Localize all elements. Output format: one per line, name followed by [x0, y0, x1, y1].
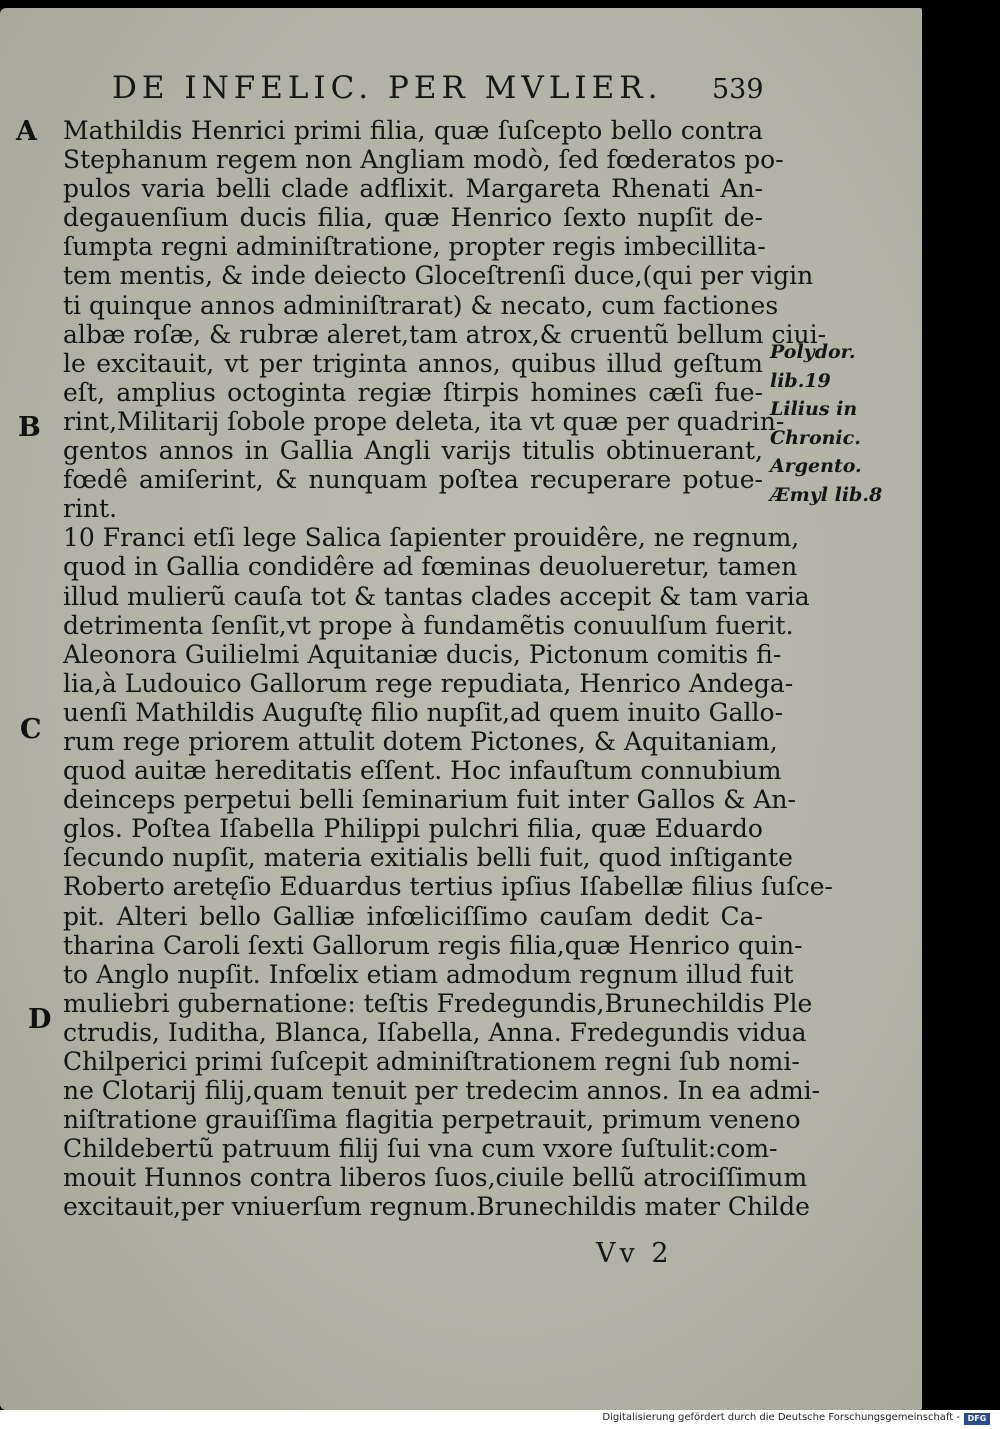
text-line: niſtratione grauiſſima flagitia perpetrauit, primum veneno — [63, 1105, 801, 1135]
text-line: rint. — [63, 494, 118, 524]
marginal-note: Polydor. — [770, 341, 856, 363]
text-line: to Anglo nupſit. Infœlix etiam admodum regnum illud fuit — [63, 959, 794, 989]
marginal-notes — [770, 338, 883, 509]
section-marker-b: B — [18, 412, 41, 443]
text-line: Childebertũ patruum filij ſui vna cum vxore ſuſtulit:com- — [63, 1134, 778, 1164]
text-line: tharina Caroli ſexti Gallorum regis filia,quæ Henrico quin- — [63, 930, 803, 960]
footer-bar — [0, 1410, 1000, 1429]
text-line: muliebri gubernatione: teſtis Fredegundis,Brunechildis Ple — [63, 988, 813, 1018]
text-line: rum rege priorem attulit dotem Pictones, & Aquitaniam, — [63, 726, 778, 756]
text-line: Chilperici primi ſuſcepit adminiſtrationem regni ſub nomi- — [63, 1047, 800, 1076]
text-line: albæ roſæ, & rubræ aleret,tam atrox,& cruentũ bellum ciui- — [63, 319, 827, 349]
text-line: gentos annos in Gallia Angli varijs titulis obtinuerant, — [63, 436, 763, 466]
marginal-note: Chronic. — [770, 426, 861, 449]
text-line: le excitauit, vt per triginta annos, quibus illud geſtum — [63, 348, 763, 378]
text-line: eſt, amplius octoginta regiæ ſtirpis homines cæſi fue- — [63, 377, 763, 407]
book-page — [0, 8, 922, 1410]
text-line: pit. Alteri bello Galliæ infœliciſſimo cauſam dedit Ca- — [63, 901, 763, 931]
text-line: Roberto aretęſio Eduardus tertius ipſius Iſabellæ filius ſuſce- — [63, 872, 833, 902]
footer-credit: Digitalisierung gefördert durch die Deutsche Forschungsgemeinschaft - — [602, 1412, 960, 1423]
text-line: glos. Poſtea Iſabella Philippi pulchri filia, quæ Eduardo — [63, 814, 763, 844]
text-line: uenſi Mathildis Auguſtę filio nupſit,ad quem inuito Gallo- — [63, 697, 784, 727]
text-line: fœdê amiſerint, & nunquam poſtea recuperare potue- — [63, 465, 763, 495]
marginal-note: lib.19 — [770, 369, 831, 392]
section-marker-d: D — [28, 1004, 52, 1035]
text-line: mouit Hunnos contra liberos ſuos,ciuile bellũ atrociſſimum — [63, 1163, 808, 1193]
text-line: quod auitæ hereditatis eſſent. Hoc infauſtum connubium — [63, 756, 782, 786]
text-line: 10 Franci etſi lege Salica ſapienter prouidêre, ne regnum, — [63, 523, 800, 553]
signature-mark: Vv 2 — [596, 1238, 673, 1269]
section-marker-c: C — [20, 714, 42, 745]
text-line: Aleonora Guilielmi Aquitaniæ ducis, Pictonum comitis fi- — [63, 639, 782, 669]
text-line: illud mulierũ cauſa tot & tantas clades accepit & tam varia — [63, 581, 810, 611]
text-line: ſecundo nupſit, materia exitialis belli fuit, quod inſtigante — [63, 843, 793, 873]
text-line: Mathildis Henrici primi filia, quæ ſuſcepto bello contra — [63, 116, 763, 145]
page-number: 539 — [712, 74, 764, 105]
text-line: tem mentis, & inde deiecto Gloceſtrenſi duce,(qui per vigin — [63, 261, 814, 291]
text-line: ti quinque annos adminiſtrarat) & necato, cum factiones — [63, 290, 779, 320]
text-line: pulos varia belli clade adflixit. Margareta Rhenati An- — [63, 174, 763, 204]
text-line: lia,à Ludouico Gallorum rege repudiata, Henrico Andega- — [63, 668, 794, 698]
text-line: degauenſium ducis filia, quæ Henrico ſexto nupſit de- — [63, 203, 763, 233]
running-head: DE INFELIC. PER MVLIER. — [112, 70, 663, 106]
text-line: ſumpta regni adminiſtratione, propter regis imbecillita- — [63, 232, 766, 262]
text-line: ne Clotarij filij,quam tenuit per tredecim annos. In ea admi- — [63, 1076, 821, 1106]
text-line: quod in Gallia condidêre ad fœminas deuolueretur, tamen — [63, 552, 798, 582]
marginal-note: Æmyl lib.8 — [770, 483, 883, 506]
dfg-logo-icon: DFG — [964, 1413, 990, 1425]
text-line: detrimenta ſenſit,vt prope à fundamẽtis conuulſum fuerit. — [63, 610, 794, 640]
text-line: ctrudis, Iuditha, Blanca, Iſabella, Anna. Fredegundis vidua — [63, 1017, 807, 1047]
section-marker-a: A — [16, 116, 37, 147]
text-line: deinceps perpetui belli ſeminarium fuit inter Gallos & An- — [63, 785, 796, 815]
text-line: rint,Militarij ſobole prope deleta, ita vt quæ per quadrin- — [63, 406, 785, 436]
marginal-note: Lilius in — [770, 398, 858, 420]
marginal-note: Argento. — [770, 455, 862, 477]
text-line: excitauit,per vniuerſum regnum.Brunechildis mater Childe — [63, 1192, 810, 1222]
text-line: Stephanum regem non Angliam modò, ſed fœderatos po- — [63, 145, 784, 175]
